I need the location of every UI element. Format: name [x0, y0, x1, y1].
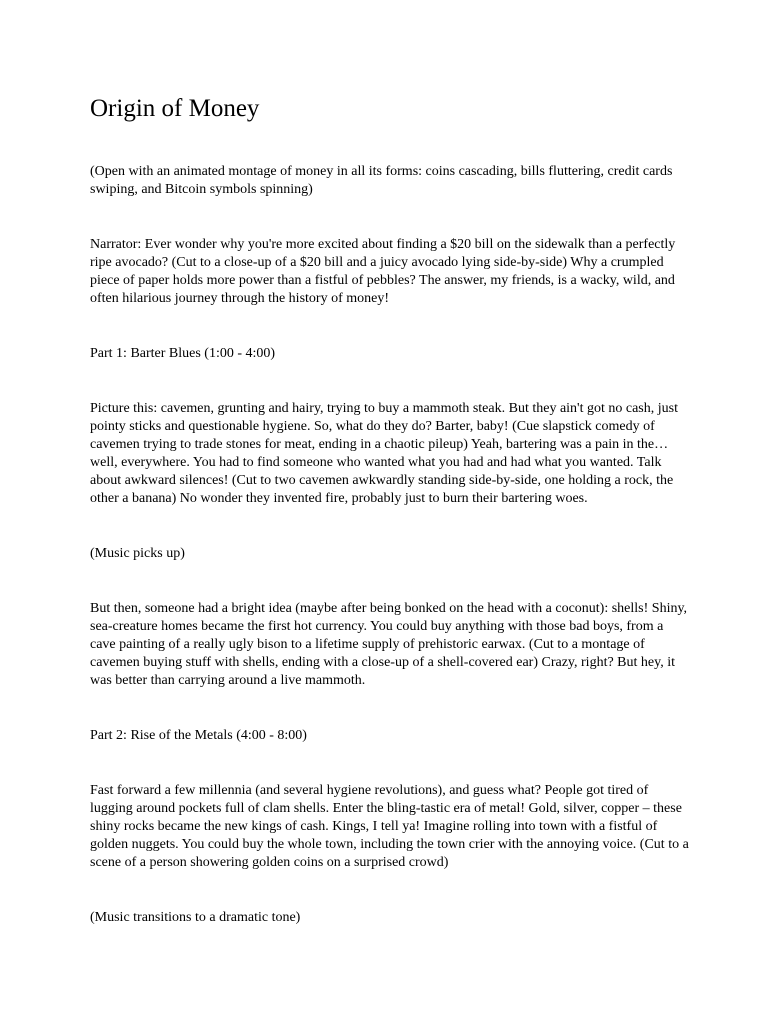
- paragraph-metals: Fast forward a few millennia (and several hygiene revolutions), and guess what? People got tired of lugging around pockets full of clam shells. Enter the bling-tastic era of metal! Gold, silver, copper – these shiny rocks became the new kings of cash. Kings, I tell ya! Imagine rolling into town with a fistful of golden nuggets. You could buy the whole town, including the town crier with the annoying voice. (Cut to a scene of a person showering golden coins on a surprised crowd): [90, 783, 689, 870]
- paragraph-opening-montage: (Open with an animated montage of money in all its forms: coins cascading, bills fluttering, credit cards swiping, and Bitcoin symbols spinning): [90, 164, 673, 197]
- section-heading-part-2: Part 2: Rise of the Metals (4:00 - 8:00): [90, 728, 307, 743]
- paragraph-narrator-intro: Narrator: Ever wonder why you're more excited about finding a $20 bill on the sidewalk than a perfectly ripe avocado? (Cut to a close-up of a $20 bill and a juicy avocado lying side-by-side) Why a crumpled piece of paper holds more power than a fistful of pebbles? The answer, my friends, is a wacky, wild, and often hilarious journey through the history of money!: [90, 237, 676, 306]
- paragraph-music-dramatic: (Music transitions to a dramatic tone): [90, 910, 301, 925]
- document-page: [90, 94, 690, 964]
- section-heading-part-1: Part 1: Barter Blues (1:00 - 4:00): [90, 346, 276, 361]
- paragraph-shells: But then, someone had a bright idea (maybe after being bonked on the head with a coconut): shells! Shiny, sea-creature homes became the first hot currency. You could buy anything with those bad boys, from a cave painting of a really ugly bison to a lifetime supply of prehistoric earwax. (Cut to a montage of cavemen buying stuff with shells, ending with a close-up of a shell-covered ear) Crazy, right? But hey, it was better than carrying around a live mammoth.: [90, 601, 688, 688]
- paragraph-music-picks-up: (Music picks up): [90, 546, 185, 561]
- document-title: Origin of Money: [90, 95, 260, 122]
- paragraph-barter: Picture this: cavemen, grunting and hairy, trying to buy a mammoth steak. But they ain't got no cash, just pointy sticks and questionable hygiene. So, what do they do? Barter, baby! (Cue slapstick comedy of cavemen trying to trade stones for meat, ending in a chaotic pileup) Yeah, bartering was a pain in the… well, everywhere. You had to find someone who wanted what you had and had what you wanted. Talk about awkward silences! (Cut to two cavemen awkwardly standing side-by-side, one holding a rock, the other a banana) No wonder they invented fire, probably just to burn their bartering woes.: [90, 401, 678, 506]
